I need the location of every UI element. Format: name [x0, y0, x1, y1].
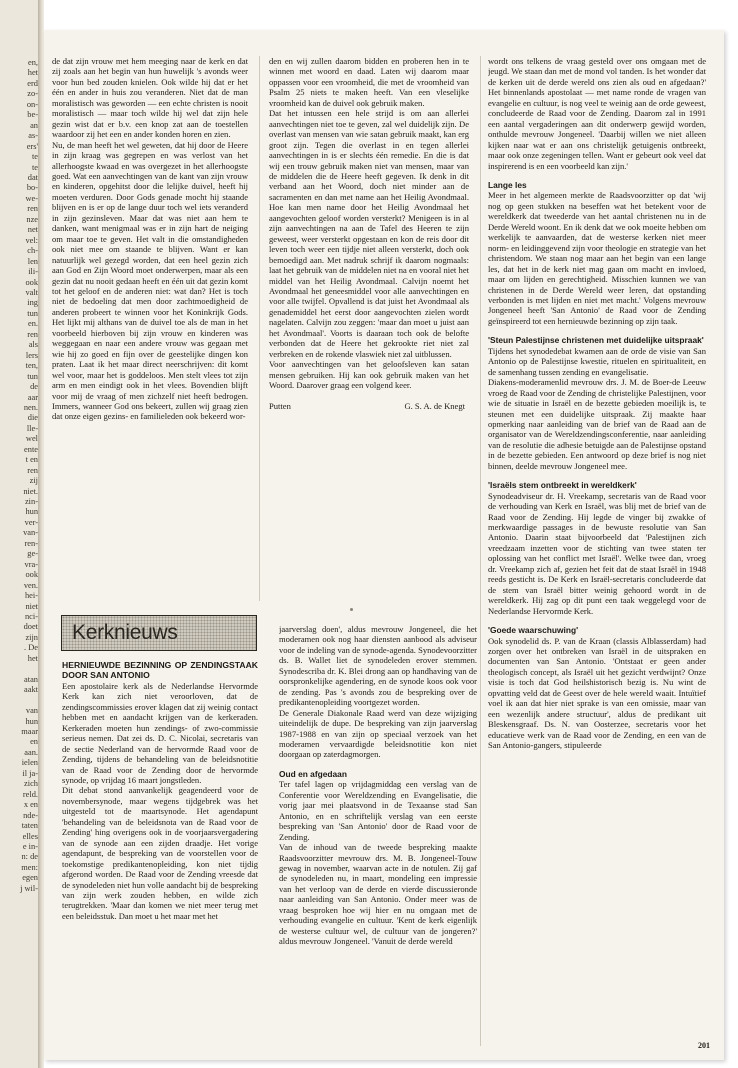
news-subheading: 'Goede waarschuwing'	[488, 625, 579, 636]
signature-place: Putten	[269, 400, 291, 411]
magazine-page	[44, 30, 724, 1060]
news-subheading: Oud en afgedaan	[279, 768, 347, 779]
article-column-1	[52, 56, 248, 600]
article-signature	[269, 401, 469, 411]
article-paragraph: Nu, de man heeft het wel geweten, dat hij door de Heere in zijn kraag was gegrepen en was verlost van het allerhoogste kwaad en was overgezet in het allerhoogste goed. Wat een aanvechtingen van de kant van zijn vrouw en kinderen, opgehitst door die lelijke duivel, heeft hij moeten verduren. Door Gods genade mocht hij staande blijven en is er op de lange duur toch wel iets veranderd in zijn gezinsleven. Maar dat was niet aan hem te danken, want menigmaal was er in zijn hart de neiging om maar toe te geven. Het valt in die omstandigheden ook niet mee om staande te blijven. Want er kan natuurlijk wel gezegd worden, dat een heel gezin zich aan God en Zijn Woord moet onderwerpen, maar als een gezin dat nu nooit gedaan heeft en één uit dat gezin komt tot het geloof en de anderen niet: wat dan? Het is toch niet de bedoeling dat men door zachtmoedigheid de anderen probeert te winnen voor het Koninkrijk Gods. Het lijkt mij althans van de duivel toe als de man in het voorbeeld hierboven bij zijn vrouw en kinderen was weggegaan en naar een andere vrouw was gegaan met wie hij zo goed en fijn over de geestelijke dingen kon praten. Laat ik het maar direct neerschrijven: dit komt wel voor, maar het is goddeloos. Men stelt vlees tot zijn arm en men eindigt ook in het vlees. Bovendien blijft voor mij de vraag of men zichzelf niet heeft bedrogen. Immers, wanneer God ons bekeert, zullen wij graag zien dat onze eigen gezins- en familieleden ook bekeerd wor-	[52, 139, 248, 422]
news-subheading: 'Israëls stem ontbreekt in wereldkerk'	[488, 480, 637, 491]
article-column-2	[269, 56, 469, 604]
article-paragraph: de dat zijn vrouw met hem meeging naar de kerk en dat zij zoals aan het begin van hun huwelijk 's avonds weer voor hun bed zouden knielen. Ook wilde hij dat er het één en ander in huis zou veranderen. Niet dat de man moralistisch was geworden — een echte christen is nooit moralistisch — maar toch wilde hij wel dat zijn hele gezin wist dat er b.v. een knop zat aan de toestellen waardoor zij het een en ander konden horen en zien.	[52, 56, 248, 140]
signature-author: G. S. A. de Knegt	[404, 400, 465, 411]
news-subheading: Lange les	[488, 179, 527, 190]
previous-page-edge	[0, 0, 40, 1068]
section-banner	[61, 615, 257, 651]
news-paragraph: wordt ons telkens de vraag gesteld over ons omgaan met de jeugd. We staan dan met de mond vol tanden. Is het wonder dat de kerken uit de derde wereld ons zien als oud en afgedaan?' Het binnenlands apostolaat — met name ronde de vragen van evangelie en cultuur, is nog veel te weinig aan de orde geweest, concludeerde de Raad voor de Zending. Daarom zal in 1991 een aantal vergaderingen aan dit onderwerp gewijd worden, onthulde mevrouw Jongeneel. 'Daarbij willen we niet alleen kijken naar wat er aan ons christelijk getuigenis ontbreekt, maar ook onze zegeningen tellen. Want er gebeurt ook veel dat inspirerend is en een voorbeeld kan zijn.'	[488, 56, 706, 171]
article-paragraph: den en wij zullen daarom bidden en proberen hen in te winnen met woord en daad. Laten wij daarom maar oppassen voor een vroomheid, die met de vroomheid van Psalm 25 niets te maken heeft. Van een vleselijke vroomheid kan de duivel ook gebruik maken.	[269, 56, 469, 108]
news-paragraph: Een apostolaire kerk als de Nederlandse Hervormde Kerk kan zich niet veroorloven, dat de zendingscommissies erover klagen dat zij weinig contact hebben met en aandacht krijgen van de kerkeraden. Kerkeraden moeten hun zendings- of zwo-commissie serieus nemen. Dat zei ds. D. C. Nicolai, secretaris van de sectie Nederland van de hervormde Raad voor de Zending, tijdens de behandeling van de beleidsnotitie van de Raad voor de Zending door de hervormde synode, op vrijdag 16 maart jongstleden.	[62, 680, 258, 785]
news-paragraph: Van de inhoud van de tweede bespreking maakte Raadsvoorzitter mevrouw drs. M. B. Jongeneel-Touw gewag in november, waarvan acte in de notulen. Zij gaf de synodeleden nu, in maart, mondeling een impressie van het verloop van de derde en vierde discussieronde naar aanleiding van San Antonio. Onder meer was de vraag besproken hoe wij hier en nu omgaan met de verhouding evangelie en cultuur. 'Kent de kerk eigenlijk de westerse cultuur wel, de cultuur van de jongeren?' aldus mevrouw Jongeneel. 'Vanuit de derde wereld	[279, 842, 477, 947]
news-subheading: 'Steun Palestijnse christenen met duidelijke uitspraak'	[488, 335, 704, 346]
news-paragraph: Diakens-moderamenlid mevrouw drs. J. M. de Boer-de Leeuw vroeg de Raad voor de Zending de christelijke Palestijnen, voor wie de situatie in Israël en de bezette gebieden moeilijk is, te steunen met een duidelijke uitspraak. Zij maakte haar opmerking naar aanleiding van de brief van de Raad aan de organisator van de Wereldzendingsconferentie, naar aanleiding van de resolutie die adhesie betuigde aan de Palestijnse opstand in de bezette gebieden. Een antwoord op deze brief is nog niet binnen, deelde mevrouw Jongeneel mee.	[488, 377, 706, 471]
ornament-dot	[350, 608, 353, 611]
news-paragraph: Synodeadviseur dr. H. Vreekamp, secretaris van de Raad voor de verhouding van Kerk en Israël, was blij met de brief van de Raad voor de Zending. Hij legde de vinger bij zwakke of merkwaardige passages in de bewuste resolutie van San Antonio. Daarin staat bijvoorbeeld dat 'Palestijnen zich vreedzaam inzetten voor de stichting van twee staten ter oplossing van het conflict met Israël'. Welke twee dan, vroeg dr. Vreekamp zich af, gezien het feit dat de staat Israël in 1948 reeds gesticht is. De Kerk en Israël-secretaris concludeerde dat de stem van Israël bitter weinig gehoord wordt in de wereldkerk. Hij zag op dit punt een taak weggelegd voor de Nederlandse Hervormde Kerk.	[488, 490, 706, 616]
news-column-2	[279, 624, 477, 1044]
news-headline: HERNIEUWDE BEZINNING OP ZENDINGSTAAK DOOR SAN ANTONIO	[62, 660, 258, 681]
news-paragraph: Meer in het algemeen merkte de Raadsvoorzitter op dat 'wij nog op geen stukken na beseffen wat het betekent voor de wereldkerk dat tweederde van het aantal christenen nu in de Derde Wereld woont. En ik denk dat we ook moeite hebben om werkelijk te aanvaarden, dat de westerse kerken niet meer norm- en leidinggevend zijn voor theologie en strategie van het christendom. We staan nog maar aan het begin van een lange les, dat het in de kerk niet mag gaan om macht en invloed, maar om lijden en gerechtigheid. Misschien kunnen we van christenen in de Derde Wereld weer leren, dat opstanding verbonden is met lijden en niet met macht.' Volgens mevrouw Jongeneel heeft 'San Antonio' de Raad voor de Zending geïnspireerd tot een hernieuwde bezinning op zijn taak.	[488, 190, 706, 326]
news-paragraph: jaarverslag doen', aldus mevrouw Jongeneel, die het moderamen ook nog haar diensten aanbood als adviseur voor de indeling van de synode-agenda. Synodevoorzitter ds. B. Wallet liet de synodeleden erover stemmen. Synodescriba dr. K. Blei drong aan op handhaving van de oorspronkelijke agendering, en de synode koos ook voor de zending. Pas 's avonds zou de bespreking over de predikantenopleiding voortgezet worden.	[279, 624, 477, 708]
news-column-1	[62, 660, 258, 1050]
news-paragraph: De Generale Diakonale Raad werd van deze wijziging uiteindelijk de dupe. De bespreking van zijn jaarverslag 1987-1988 en van zijn op speciaal verzoek van het moderamen vervaardigde beleidsnotitie kon niet doorgaan op zaterdagmorgen.	[279, 707, 477, 760]
article-paragraph: Voor aanvechtingen van het geloofsleven kan satan mensen gebruiken. Hij kan ook gebruik maken van het Woord. Daarover graag een volgend keer.	[269, 359, 469, 391]
article-paragraph: Dat het intussen een hele strijd is om aan allerlei aanvechtingen niet toe te geven, zal wel duidelijk zijn. De overlast van mensen van wie satan gebruik maakt, kan erg groot zijn. Tegen die overlast in en tegen allerlei aanvechtingen in is er slechts één remedie. En die is dat wij een trouw gebruik maken niet van mensen, maar van de middelen die de Heere heeft gegeven. Ik denk in dit verband aan het Woord, doch niet minder aan de sacramenten en dan met name aan het Heilig Avondmaal. Hoe kan men name door het Heilig Avondmaal het aangevochten geloof worden versterkt? Menigeen is in al zijn aanvechtingen na aan de Tafel des Heeren te zijn geweest, weer versterkt opgestaan en kon de reis door dit leven toch weer een tijdje niet alleen versterkt, doch ook bemoedigd aan. Met nadruk schrijf ik daarom nogmaals: laat het gebruik van de middelen niet na en vooral niet het middel van het Heilig Avondmaal. Calvijn noemt het Avondmaal het geneesmiddel voor alle aanvechtingen en voor alle twijfel. Opvallend is dat juist het Avondmaal als genademiddel het eerst door aangevochten zielen wordt nagelaten. Calvijn zou zeggen: 'maar dan moet u juist aan het Avondmaal'. Voorts is daaraan toch ook de belofte verbonden dat de Heere het gekrookte riet niet zal verbreken en de rokende vlaswiek niet zal uitblussen.	[269, 108, 469, 359]
section-banner-title: Kerknieuws	[72, 621, 178, 644]
page-number: 201	[698, 1041, 710, 1050]
column-divider	[259, 56, 260, 601]
column-divider	[480, 56, 481, 1046]
news-paragraph: Tijdens het synodedebat kwamen aan de orde de visie van San Antonio op de Palestijnse kwestie, rituelen en spiritualiteit, en de samenhang tussen zending en evangelisatie.	[488, 345, 706, 377]
news-paragraph: Ook synodelid ds. P. van de Kraan (classis Alblasserdam) had zorgen over het ontbreken van Israël in de uitspraken en documenten van San Antonio. 'Ontstaat er geen ander theologisch concept, als Israël uit het gezicht verdwijnt? Onze visie is toch dat God heilshistorisch bezig is. Nu wint de opvatting veld dat de Geest over de hele wereld waait. Intuïtief voel ik aan dat hier niet sprake is van een omissie, maar van een wezenlijk andere structuur', aldus de predikant uit Bleskensgraaf. Ds. N. van Oosterzee, secretaris voor het educatieve werk van de Raad voor de Zending, en een van de San Antonio-gangers, stipuleerde	[488, 635, 706, 751]
news-paragraph: Ter tafel lagen op vrijdagmiddag een verslag van de Conferentie voor Wereldzending en Evangelisatie, die vorig jaar mei plaatsvond in de Texaanse stad San Antonio, en en schriftelijk verslag van een eerste bespreking van 'San Antonio' door de Raad voor de Zending.	[279, 779, 477, 842]
news-column-3	[488, 56, 706, 1046]
previous-page-text-fragments: en, het erd zo- on- be- an as- ers' te te dat bo- we- ren nze net vel: ch- len ili- ook valt ing tun en. ren als lers ten, tun de aar nen. die lle- wel ente t en ren zij niet. zin- hun ver- van- ren- ge- vra- ook ven. hei- niet nci- doet zijn . De het atan aakt van hun maar en aan. ielen il ja- zich reld. x en nde- taten elles e in- n: de men: egen j wil-	[20, 58, 38, 893]
news-paragraph: Dit debat stond aanvankelijk geagendeerd voor de novembersynode, maar wegens tijdgebrek was het uitgesteld tot de maartsynode. Het agendapunt 'behandeling van de beleidsnota van de Raad voor de Zending' hing overigens ook in de voorjaarsvergadering van de synode aan een zijden draadje. Het vorige agendapunt, de bespreking van de voorstellen voor de toekomstige predikantenopleiding, kon niet tijdig afgerond worden. De Raad voor de Zending vreesde dat de synodeleden niet hun volle aandacht bij de bespreking van zijn werk zouden hebben, en wilde zich terugtrekken. 'Maar dan komen we niet meer terug met een beleidsstuk. Dan moet u het maar met het	[62, 785, 258, 921]
